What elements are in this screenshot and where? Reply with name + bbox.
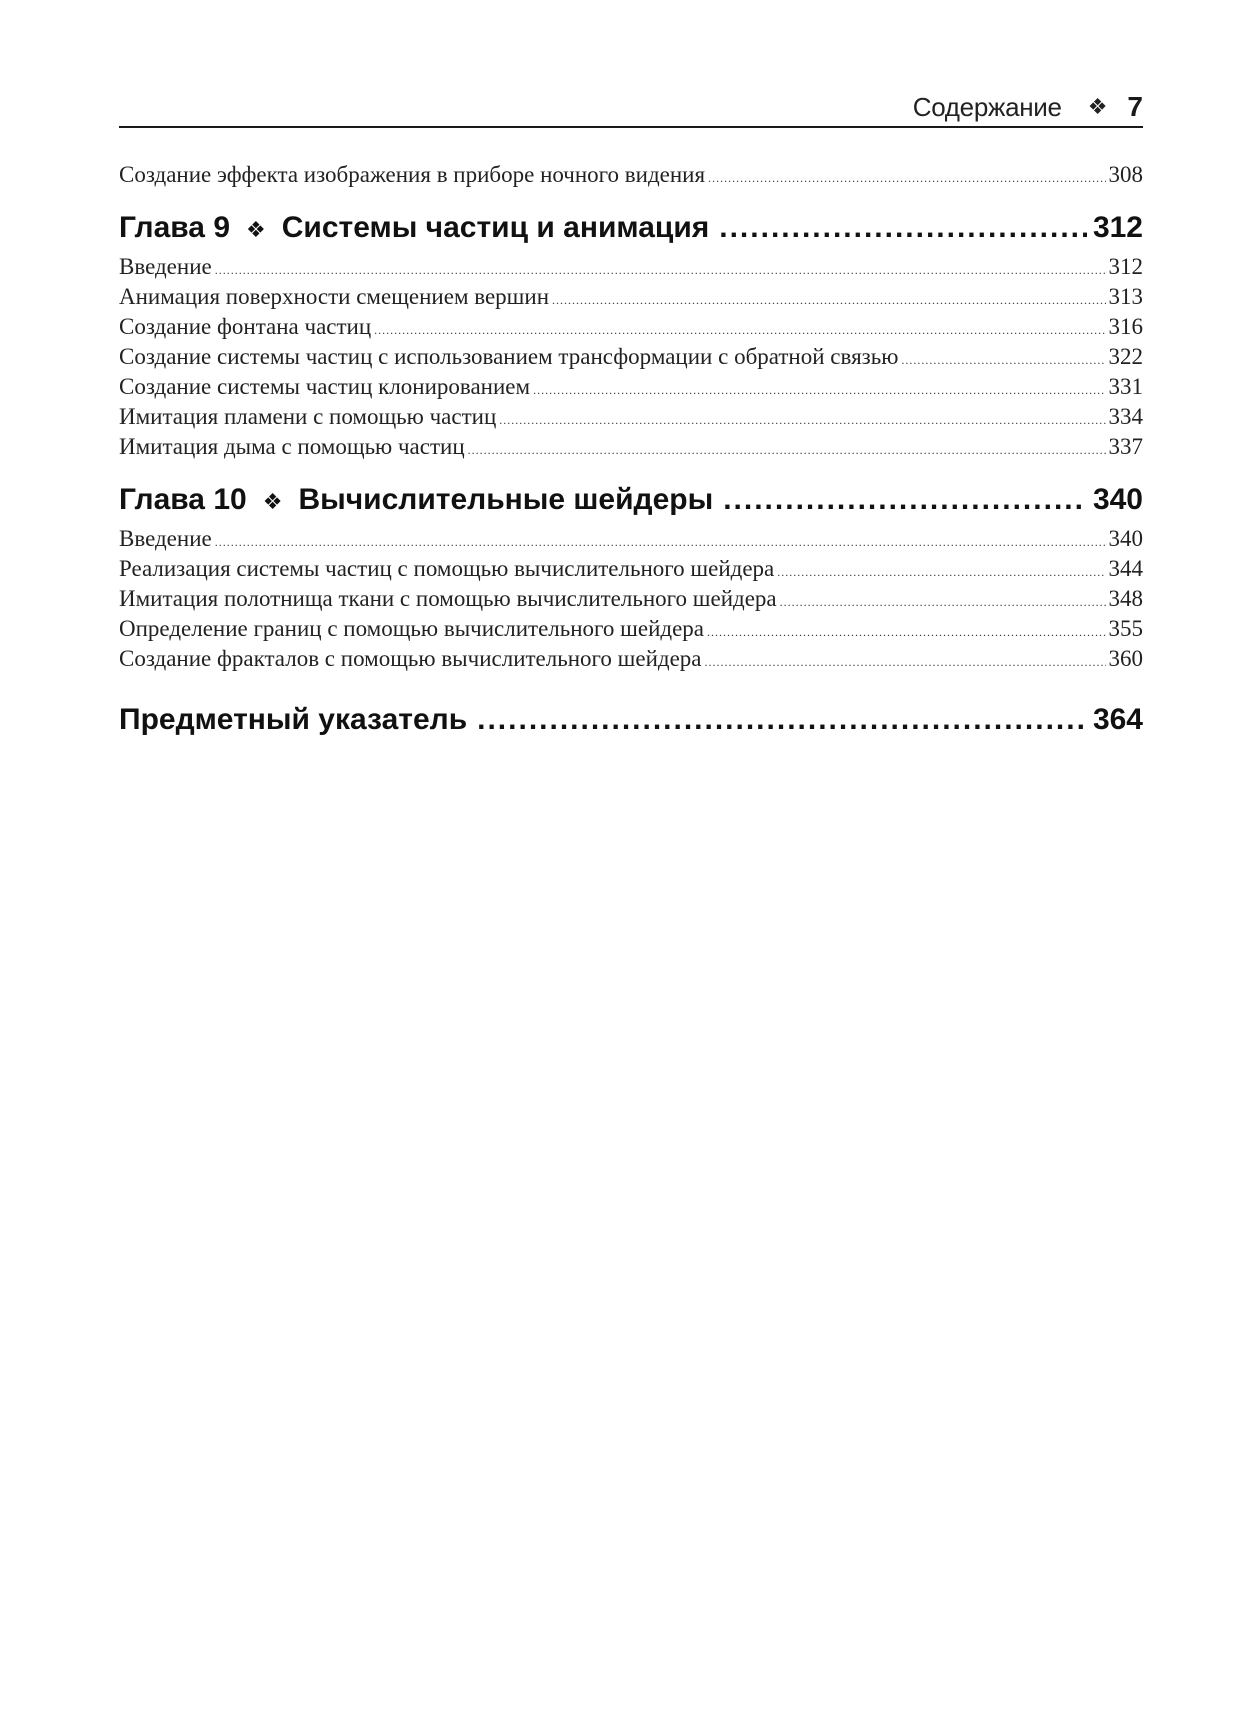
toc-entry-title: Имитация пламени с помощью частиц <box>119 404 497 429</box>
index-title: Предметный указатель <box>119 703 468 736</box>
toc-entry[interactable] <box>119 282 1143 312</box>
dot-leader <box>215 527 1106 557</box>
index-page: 364 <box>1092 703 1143 736</box>
dot-leader <box>533 375 1105 405</box>
chapter-9-heading[interactable] <box>119 204 1143 252</box>
dot-leader <box>780 587 1106 617</box>
dot-leader <box>723 476 1087 524</box>
toc-entry[interactable] <box>119 614 1143 644</box>
dot-leader <box>708 163 1105 193</box>
running-header <box>119 88 1143 128</box>
dot-leader <box>499 405 1105 435</box>
toc-entry-page: 337 <box>1108 434 1143 459</box>
toc-entry-page: 344 <box>1108 556 1143 581</box>
toc-entry[interactable] <box>119 644 1143 674</box>
dot-leader <box>777 557 1105 587</box>
dot-leader <box>374 315 1105 345</box>
chapter-label: Глава 10 <box>119 483 247 516</box>
dot-leader <box>477 696 1087 744</box>
chapter-title: Вычислительные шейдеры <box>298 483 714 516</box>
running-header-content <box>913 88 1143 126</box>
toc-entry-title: Анимация поверхности смещением вершин <box>119 284 550 309</box>
toc-entry[interactable] <box>119 372 1143 402</box>
toc-entry-title: Создание эффекта изображения в приборе ночного видения <box>119 162 706 187</box>
chapter-label: Глава 9 <box>119 211 231 244</box>
table-of-contents <box>119 160 1143 744</box>
toc-entry-page: 316 <box>1108 314 1143 339</box>
dot-leader <box>705 647 1106 677</box>
chapter-10-heading[interactable] <box>119 476 1143 524</box>
toc-entry[interactable] <box>119 432 1143 462</box>
chapter-page: 312 <box>1092 211 1143 244</box>
dot-leader <box>719 204 1087 252</box>
toc-entry-title: Имитация дыма с помощью частиц <box>119 434 465 459</box>
toc-entry-title: Создание системы частиц с использованием трансформации с обратной связью <box>119 344 899 369</box>
toc-entry-page: 313 <box>1108 284 1143 309</box>
toc-entry-page: 312 <box>1108 254 1143 279</box>
toc-entry-title: Введение <box>119 254 212 279</box>
running-header-title: Содержание <box>912 91 1062 122</box>
toc-entry-title: Создание системы частиц клонированием <box>119 374 531 399</box>
toc-entry-page: 360 <box>1108 646 1143 671</box>
page-number: 7 <box>1127 91 1143 122</box>
ornament-icon: ❖ <box>246 218 266 243</box>
toc-entry[interactable] <box>119 252 1143 282</box>
ornament-icon: ❖ <box>262 490 283 515</box>
toc-entry-title: Создание фонтана частиц <box>119 314 372 339</box>
toc-entry-page: 348 <box>1108 586 1143 611</box>
toc-entry-page: 322 <box>1108 344 1143 369</box>
toc-entry[interactable] <box>119 524 1143 554</box>
ornament-icon: ❖ <box>1087 94 1108 120</box>
toc-entry-title: Определение границ с помощью вычислительного шейдера <box>119 616 705 641</box>
toc-entry[interactable] <box>119 160 1143 190</box>
toc-entry-page: 334 <box>1108 404 1143 429</box>
toc-entry-title: Имитация полотнища ткани с помощью вычислительного шейдера <box>119 586 777 611</box>
dot-leader <box>215 255 1106 285</box>
toc-entry[interactable] <box>119 312 1143 342</box>
dot-leader <box>468 435 1106 465</box>
dot-leader <box>901 345 1105 375</box>
dot-leader <box>552 285 1105 315</box>
toc-entry-page: 308 <box>1108 162 1143 187</box>
chapter-title: Системы частиц и анимация <box>281 211 710 244</box>
toc-entry-page: 340 <box>1108 526 1143 551</box>
index-heading[interactable] <box>119 696 1143 744</box>
toc-entry[interactable] <box>119 584 1143 614</box>
toc-entry-title: Создание фракталов с помощью вычислительного шейдера <box>119 646 702 671</box>
chapter-page: 340 <box>1092 483 1143 516</box>
toc-entry-page: 331 <box>1108 374 1143 399</box>
toc-entry[interactable] <box>119 554 1143 584</box>
toc-entry-page: 355 <box>1108 616 1143 641</box>
toc-entry-title: Введение <box>119 526 212 551</box>
dot-leader <box>707 617 1105 647</box>
toc-entry[interactable] <box>119 402 1143 432</box>
toc-entry-title: Реализация системы частиц с помощью вычислительного шейдера <box>119 556 775 581</box>
toc-entry[interactable] <box>119 342 1143 372</box>
